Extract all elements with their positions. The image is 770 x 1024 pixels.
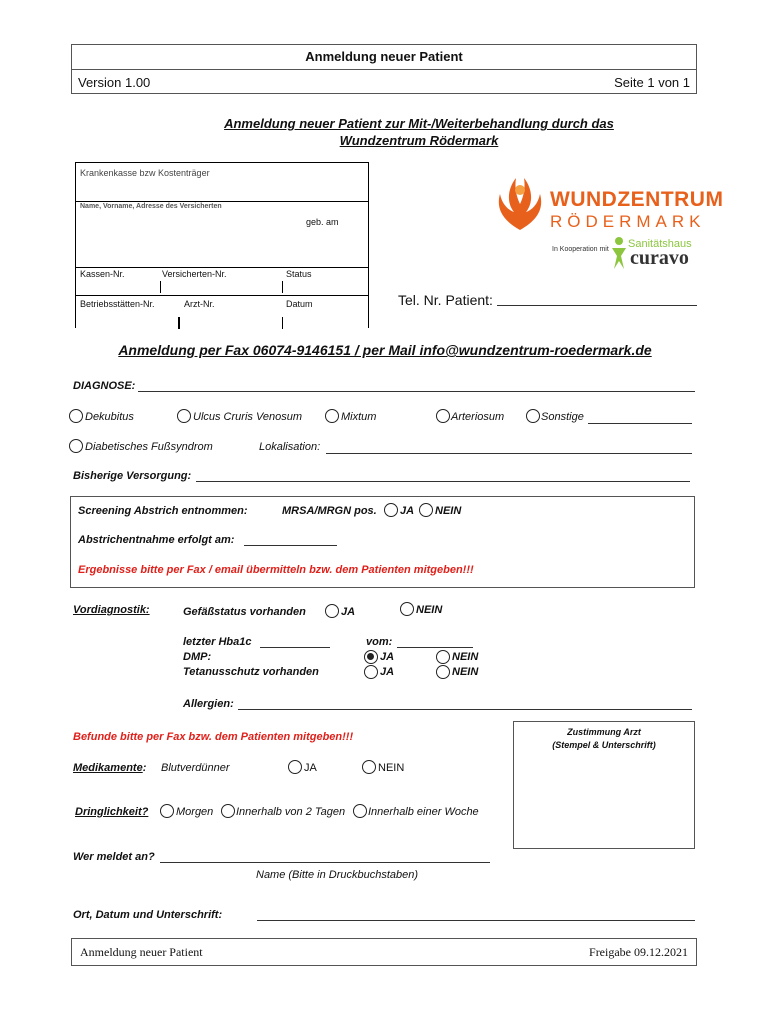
diabetisch-label: Diabetisches Fußsyndrom bbox=[85, 441, 213, 453]
hba1c-label: letzter Hba1c bbox=[183, 636, 252, 648]
allergien-field[interactable] bbox=[238, 709, 692, 710]
screening-box bbox=[70, 496, 695, 588]
header-version: Version 1.00 bbox=[78, 75, 151, 90]
blutverduenner-ja-label: JA bbox=[304, 762, 317, 774]
screening-label: Screening Abstrich entnommen: bbox=[78, 505, 248, 517]
kassen-nr-label: Kassen-Nr. bbox=[80, 269, 125, 279]
dringlichkeit-label: Dringlichkeit? bbox=[75, 806, 149, 818]
dekubitus-label: Dekubitus bbox=[85, 411, 134, 423]
datum-label: Datum bbox=[286, 299, 313, 309]
curavo-figure-icon bbox=[610, 236, 628, 270]
mixtum-label: Mixtum bbox=[341, 411, 377, 423]
versicherten-nr-label: Versicherten-Nr. bbox=[162, 269, 227, 279]
abstrich-label: Abstrichentnahme erfolgt am: bbox=[78, 534, 235, 546]
medikamente-colon: : bbox=[142, 762, 147, 774]
woche-radio[interactable] bbox=[353, 804, 367, 818]
kasse-label: Krankenkasse bzw Kostenträger bbox=[80, 168, 210, 178]
allergien-label: Allergien: bbox=[183, 698, 234, 710]
tel-field[interactable] bbox=[497, 305, 697, 306]
wundzentrum-emblem-icon bbox=[492, 170, 548, 232]
zwei-tage-label: Innerhalb von 2 Tagen bbox=[236, 806, 346, 818]
lokalisation-label: Lokalisation: bbox=[259, 441, 321, 453]
zustimmung-line2: (Stempel & Unterschrift) bbox=[552, 740, 656, 750]
status-label: Status bbox=[286, 269, 312, 279]
ort-datum-field[interactable] bbox=[257, 920, 695, 921]
footer-right: Freigabe 09.12.2021 bbox=[589, 945, 688, 959]
mrsa-ja-radio[interactable] bbox=[384, 503, 398, 517]
logo-cooperation: In Kooperation mit bbox=[552, 246, 609, 253]
mrsa-ja-label: JA bbox=[400, 505, 415, 517]
dmp-nein-label: NEIN bbox=[452, 651, 479, 663]
blutverduenner-nein-label: NEIN bbox=[378, 762, 405, 774]
gefaess-nein-radio[interactable] bbox=[400, 602, 414, 616]
medikamente-heading bbox=[73, 762, 146, 774]
arteriosum-label: Arteriosum bbox=[451, 411, 505, 423]
ort-datum-label: Ort, Datum und Unterschrift: bbox=[73, 909, 223, 921]
gefaess-nein-label: NEIN bbox=[416, 604, 443, 616]
gefaess-ja-radio[interactable] bbox=[325, 604, 339, 618]
arzt-nr-label: Arzt-Nr. bbox=[184, 299, 215, 309]
lokalisation-field[interactable] bbox=[326, 453, 692, 454]
fax-mail-line: Anmeldung per Fax 06074-9146151 / per Mail info@wundzentrum-roedermark.de bbox=[118, 342, 652, 358]
wer-meldet-field[interactable] bbox=[160, 862, 490, 863]
wer-meldet-label: Wer meldet an? bbox=[73, 851, 155, 863]
tetanus-ja-radio[interactable] bbox=[364, 665, 378, 679]
woche-label: Innerhalb einer Woche bbox=[368, 806, 479, 818]
tetanus-ja-label: JA bbox=[380, 666, 395, 678]
name-label: Name, Vorname, Adresse des Versicherten bbox=[80, 203, 222, 210]
tel-label: Tel. Nr. Patient: bbox=[398, 292, 493, 308]
header-page: Seite 1 von 1 bbox=[614, 75, 690, 90]
tetanus-label: Tetanusschutz vorhanden bbox=[183, 666, 319, 678]
gefaess-label: Gefäßstatus vorhanden bbox=[183, 606, 306, 618]
vom-label: vom: bbox=[366, 636, 393, 648]
dmp-label: DMP: bbox=[183, 651, 212, 663]
dmp-ja-label: JA bbox=[380, 651, 395, 663]
footer-box bbox=[71, 938, 697, 966]
blutverduenner-nein-radio[interactable] bbox=[362, 760, 376, 774]
versorgung-label: Bisherige Versorgung: bbox=[73, 470, 192, 482]
mrsa-nein-radio[interactable] bbox=[419, 503, 433, 517]
sonstige-field[interactable] bbox=[588, 423, 692, 424]
zwei-tage-radio[interactable] bbox=[221, 804, 235, 818]
medikamente-label: Medikamente bbox=[73, 762, 143, 774]
ulcus-label: Ulcus Cruris Venosum bbox=[193, 411, 303, 423]
logo-partner: curavo bbox=[630, 247, 689, 269]
gefaess-ja-label: JA bbox=[341, 606, 356, 618]
mixtum-radio[interactable] bbox=[325, 409, 339, 423]
mrsa-nein-label: NEIN bbox=[435, 505, 462, 517]
footer-left: Anmeldung neuer Patient bbox=[80, 945, 203, 959]
name-hint: Name (Bitte in Druckbuchstaben) bbox=[256, 869, 419, 881]
morgen-label: Morgen bbox=[176, 806, 214, 818]
diabetisch-radio[interactable] bbox=[69, 439, 83, 453]
header-box bbox=[71, 44, 697, 94]
blutverduenner-ja-radio[interactable] bbox=[288, 760, 302, 774]
blutverduenner-label: Blutverdünner bbox=[161, 762, 230, 774]
versorgung-field[interactable] bbox=[196, 481, 690, 482]
tetanus-nein-radio[interactable] bbox=[436, 665, 450, 679]
diagnose-label: DIAGNOSE: bbox=[73, 380, 136, 392]
wundzentrum-logo bbox=[492, 170, 724, 280]
morgen-radio[interactable] bbox=[160, 804, 174, 818]
diagnose-field[interactable] bbox=[138, 391, 695, 392]
befunde-notice: Befunde bitte per Fax bzw. dem Patienten mitgeben!!! bbox=[73, 731, 354, 743]
dmp-ja-radio[interactable] bbox=[364, 650, 378, 664]
logo-line2: RÖDERMARK bbox=[550, 212, 706, 231]
mrsa-label: MRSA/MRGN pos. bbox=[282, 505, 377, 517]
main-title-line2: Wundzentrum Rödermark bbox=[339, 133, 499, 148]
screening-notice: Ergebnisse bitte per Fax / email übermitteln bzw. dem Patienten mitgeben!!! bbox=[78, 564, 474, 576]
ulcus-radio[interactable] bbox=[177, 409, 191, 423]
logo-line1: WUNDZENTRUM bbox=[550, 188, 724, 211]
sonstige-radio[interactable] bbox=[526, 409, 540, 423]
arteriosum-radio[interactable] bbox=[436, 409, 450, 423]
dekubitus-radio[interactable] bbox=[69, 409, 83, 423]
hba1c-field[interactable] bbox=[260, 647, 330, 648]
vom-field[interactable] bbox=[397, 647, 473, 648]
tetanus-nein-label: NEIN bbox=[452, 666, 479, 678]
main-title-line1: Anmeldung neuer Patient zur Mit-/Weiterbehandlung durch das bbox=[224, 116, 614, 131]
dmp-nein-radio[interactable] bbox=[436, 650, 450, 664]
zustimmung-box[interactable] bbox=[513, 721, 695, 849]
geb-label: geb. am bbox=[306, 217, 339, 227]
insurance-box bbox=[75, 162, 369, 328]
vordiagnostik-label: Vordiagnostik: bbox=[73, 604, 150, 616]
sonstige-label: Sonstige bbox=[541, 411, 584, 423]
zustimmung-line1: Zustimmung Arzt bbox=[567, 727, 641, 737]
header-title: Anmeldung neuer Patient bbox=[305, 49, 463, 64]
abstrich-field[interactable] bbox=[244, 545, 337, 546]
betriebsstaetten-nr-label: Betriebsstätten-Nr. bbox=[80, 299, 155, 309]
logo-partner-top: Sanitätshaus bbox=[628, 238, 692, 250]
